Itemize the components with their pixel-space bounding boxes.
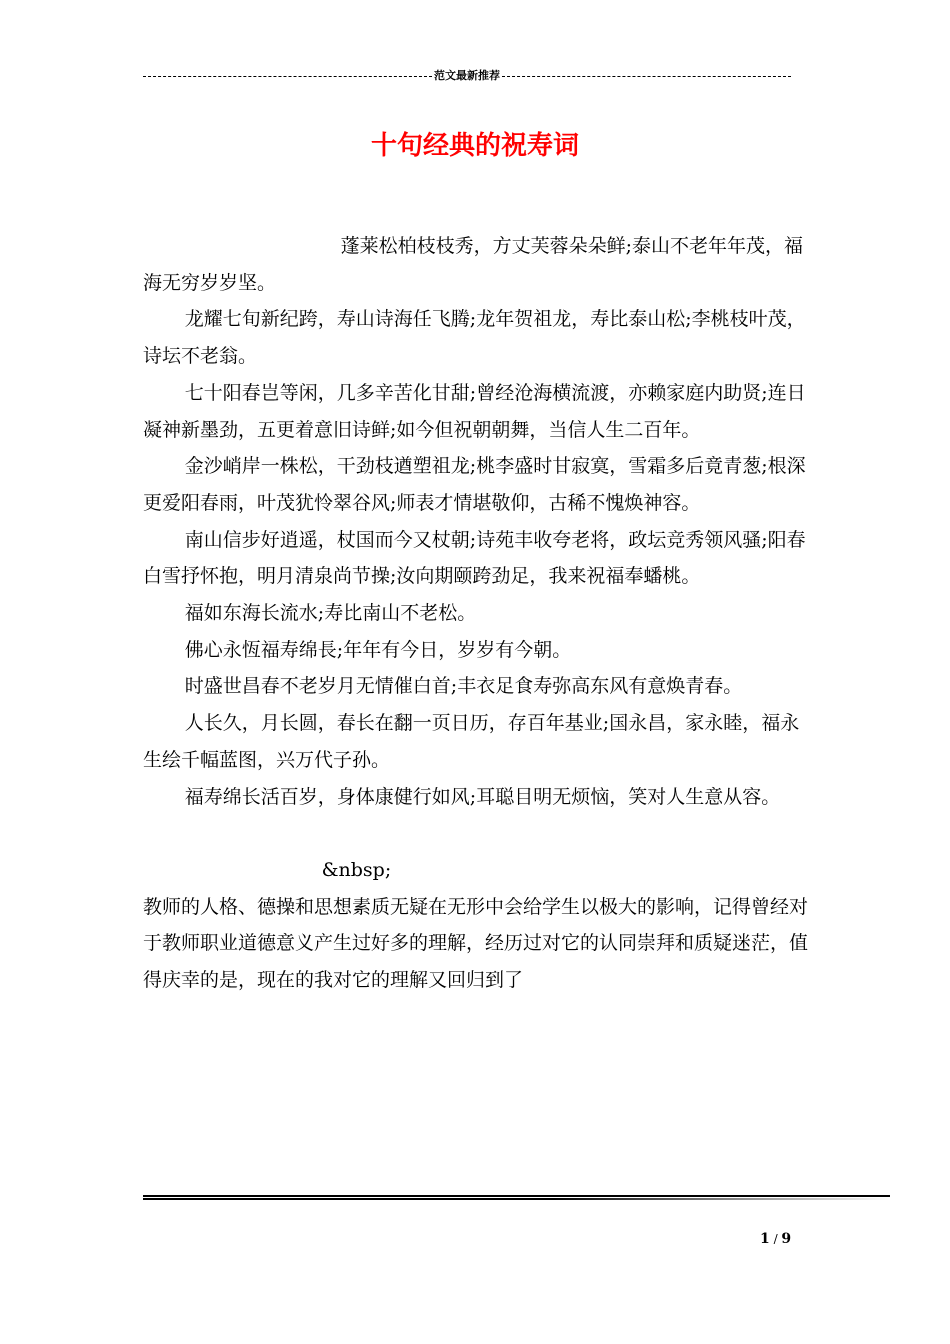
header-dash-right: [502, 76, 791, 77]
header-text: 范文最新推荐: [434, 69, 500, 82]
page-total: 9: [781, 1231, 792, 1247]
footer-rule: [143, 1195, 890, 1197]
paragraph-8: 时盛世昌春不老岁月无情催白首;丰衣足食寿弥高东风有意焕青春。: [184, 675, 743, 698]
page-header: [143, 68, 791, 84]
paragraph-3: 七十阳春岂等闲，几多辛苦化甘甜;曾经沧海横流渡，亦赖家庭内助贤;连日凝神新墨劲，五更着意旧诗鲜;如今但祝朝朝舞，当信人生二百年。: [143, 381, 806, 441]
header-dash-left: [143, 76, 432, 77]
page-number: [760, 1229, 791, 1249]
paragraph-7: 佛心永恆福寿绵長;年年有今日，岁岁有今朝。: [184, 638, 572, 661]
paragraph-9: 人长久，月长圆，春长在翻一页日历，存百年基业;国永昌，家永睦，福永生绘千幅蓝图，兴万代子孙。: [143, 712, 800, 771]
paragraph-5: 南山信步好逍遥，杖国而今又杖朝;诗苑丰收夸老将，政坛竞秀领风骚;阳春白雪抒怀抱，明月清泉尚节操;汝向期颐跨劲足，我来祝福奉蟠桃。: [143, 528, 806, 588]
nbsp-line: &nbsp;: [321, 858, 392, 881]
blank-line: [143, 815, 811, 852]
tail-paragraph: 教师的人格、德操和思想素质无疑在无形中会给学生以极大的影响，记得曾经对于教师职业道德意义产生过好多的理解，经历过对它的认同崇拜和质疑迷茫，值得庆幸的是，现在的我对它的理解又回归到了: [143, 895, 809, 992]
paragraph-4: 金沙峭岸一株松，干劲枝遒塑祖龙;桃李盛时甘寂寞，雪霜多后竟青葱;根深更爱阳春雨，叶茂犹怜翠谷风;师表才情堪敬仰，古稀不愧焕神容。: [143, 455, 806, 514]
paragraph-6: 福如东海长流水;寿比南山不老松。: [184, 602, 477, 625]
paragraph-10: 福寿绵长活百岁，身体康健行如风;耳聪目明无烦恼，笑对人生意从容。: [184, 785, 781, 808]
paragraph-1: 蓬莱松柏枝枝秀，方丈芙蓉朵朵鲜;泰山不老年年茂，福海无穷岁岁坚。: [143, 235, 803, 294]
document-title: 十句经典的祝寿词: [370, 131, 579, 161]
paragraph-2: 龙耀七旬新纪跨，寿山诗海任飞腾;龙年贺祖龙，寿比泰山松;李桃枝叶茂，诗坛不老翁。: [143, 308, 806, 368]
page-current: 1: [760, 1231, 770, 1247]
page-separator: /: [769, 1232, 782, 1246]
document-body: [143, 228, 811, 999]
